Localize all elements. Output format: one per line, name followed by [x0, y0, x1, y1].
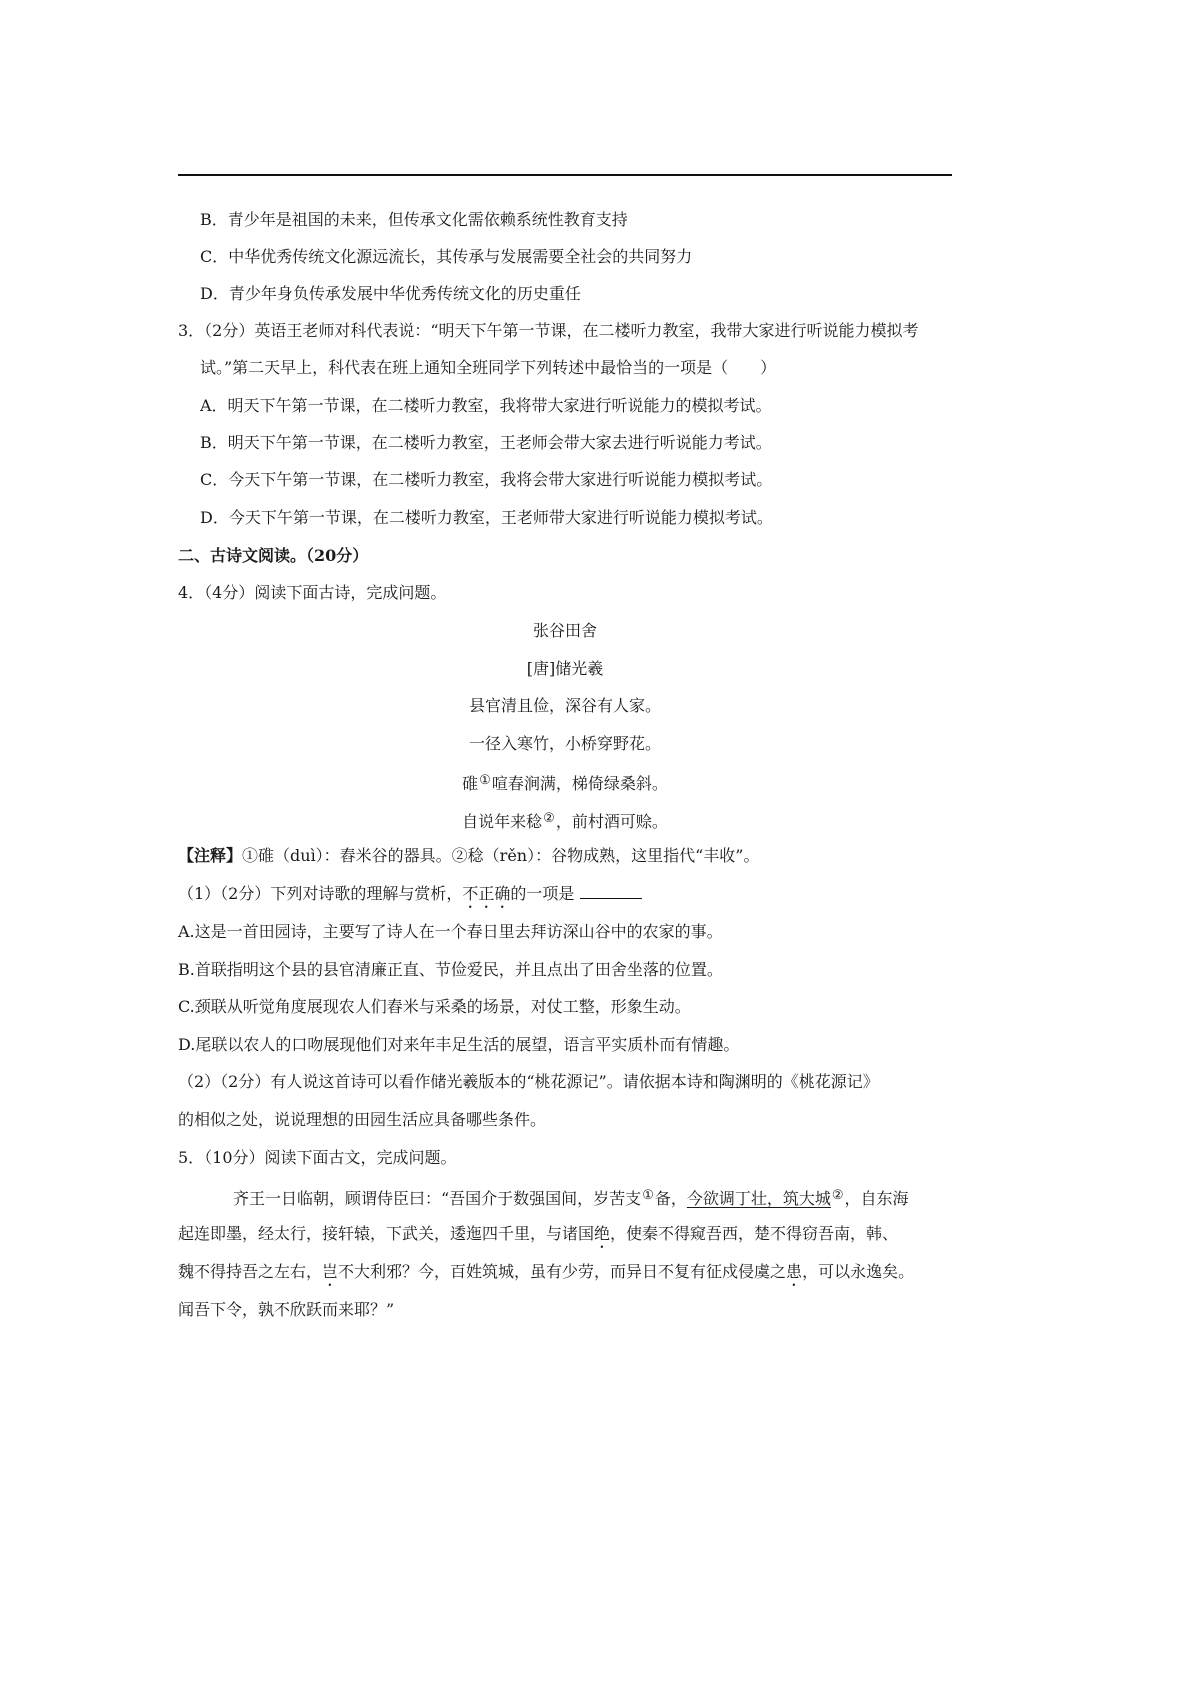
emphasis-jue: 绝 — [594, 1224, 611, 1243]
header-rule — [178, 174, 952, 176]
poem-title: 张谷田舍 — [532, 621, 597, 640]
q5-stem: 5．（10分）阅读下面古文，完成问题。 — [178, 1148, 457, 1167]
q3-option-b: B．明天下午第一节课，在二楼听力教室，王老师会带大家去进行听说能力考试。 — [200, 433, 772, 452]
q4-sub1-option-d: D.尾联以农人的口吻展现他们对来年丰足生活的展望，语言平实质朴而有情趣。 — [178, 1035, 740, 1054]
poem-line-3: 碓①喧春涧满，梯倚绿桑斜。 — [462, 773, 668, 793]
q3-stem-line2: 试。”第二天早上，科代表在班上通知全班同学下列转述中最恰当的一项是（ ） — [200, 358, 777, 377]
poem-line-1: 县官清且俭，深谷有人家。 — [468, 696, 661, 715]
notes-text: ①碓（duì）：舂米谷的器具。②稔（rěn）：谷物成熟，这里指代“丰收”。 — [242, 846, 760, 865]
section-heading: 二、古诗文阅读。（20分） — [178, 546, 369, 565]
emphasis-not-correct: 不正确 — [462, 884, 511, 903]
q4-sub1-stem: （1）（2分）下列对诗歌的理解与赏析，不正确的一项是 — [178, 884, 642, 912]
q4-sub1-option-c: C.颈联从听觉角度展现农人们舂米与采桑的场景，对仗工整，形象生动。 — [178, 997, 691, 1016]
emphasis-huan: 患 — [786, 1262, 803, 1281]
footnote-mark-4: ② — [831, 1188, 844, 1203]
poem-line-4: 自说年来稔②，前村酒可赊。 — [462, 811, 668, 831]
answer-blank[interactable] — [580, 884, 642, 899]
footnote-mark-1: ① — [479, 773, 491, 788]
footnote-mark-2: ② — [543, 811, 555, 826]
q3-option-c: C．今天下午第一节课，在二楼听力教室，我将会带大家进行听说能力模拟考试。 — [200, 470, 773, 489]
q2-option-d: D．青少年身负传承发展中华优秀传统文化的历史重任 — [200, 284, 581, 303]
poem-line-2: 一径入寒竹，小桥穿野花。 — [468, 734, 661, 753]
q4-stem: 4．（4分）阅读下面古诗，完成问题。 — [178, 583, 447, 602]
q4-sub2-line1: （2）（2分）有人说这首诗可以看作储光羲版本的“桃花源记”。请依据本诗和陶渊明的《桃花源记》 — [178, 1072, 879, 1091]
q3-stem-line1: 3．（2分）英语王老师对科代表说：“明天下午第一节课，在二楼听力教室，我带大家进行听说能力模拟考 — [178, 321, 919, 340]
passage-line-1: 齐王一日临朝，顾谓侍臣曰：“吾国介于数强国间，岁苦支①备，今欲调丁壮，筑大城②，自东海 — [233, 1188, 909, 1208]
q4-sub1-option-b: B.首联指明这个县的县官清廉正直、节俭爱民，并且点出了田舍坐落的位置。 — [178, 960, 723, 979]
passage-line-2: 起连即墨，经太行，接轩辕，下武关，逶迤四千里，与诸国绝，使秦不得窥吾西，楚不得窃吾南，韩、 — [178, 1224, 899, 1243]
q2-option-c: C．中华优秀传统文化源远流长，其传承与发展需要全社会的共同努力 — [200, 247, 693, 266]
poem-notes — [178, 846, 759, 866]
q3-option-d: D．今天下午第一节课，在二楼听力教室，王老师带大家进行听说能力模拟考试。 — [200, 508, 773, 527]
passage-line-3: 魏不得持吾之左右，岂不大利邪？今，百姓筑城，虽有少劳，而异日不复有征戍侵虞之患，可以永逸矣。 — [178, 1262, 915, 1281]
poem-author: [唐]储光羲 — [526, 659, 604, 678]
q4-sub2-line2: 的相似之处，说说理想的田园生活应具备哪些条件。 — [178, 1110, 547, 1129]
q3-option-a: A．明天下午第一节课，在二楼听力教室，我将带大家进行听说能力的模拟考试。 — [200, 396, 772, 415]
footnote-mark-3: ① — [642, 1188, 654, 1203]
q2-option-b: B．青少年是祖国的未来，但传承文化需依赖系统性教育支持 — [200, 210, 628, 229]
q4-sub1-option-a: A.这是一首田园诗，主要写了诗人在一个春日里去拜访深山谷中的农家的事。 — [178, 922, 723, 941]
underlined-phrase: 今欲调丁壮，筑大城 — [686, 1189, 831, 1208]
passage-line-4: 闻吾下令，孰不欣跃而来耶？” — [178, 1300, 395, 1319]
notes-label: 【注释】 — [178, 846, 243, 865]
emphasis-qi: 岂 — [322, 1262, 339, 1281]
